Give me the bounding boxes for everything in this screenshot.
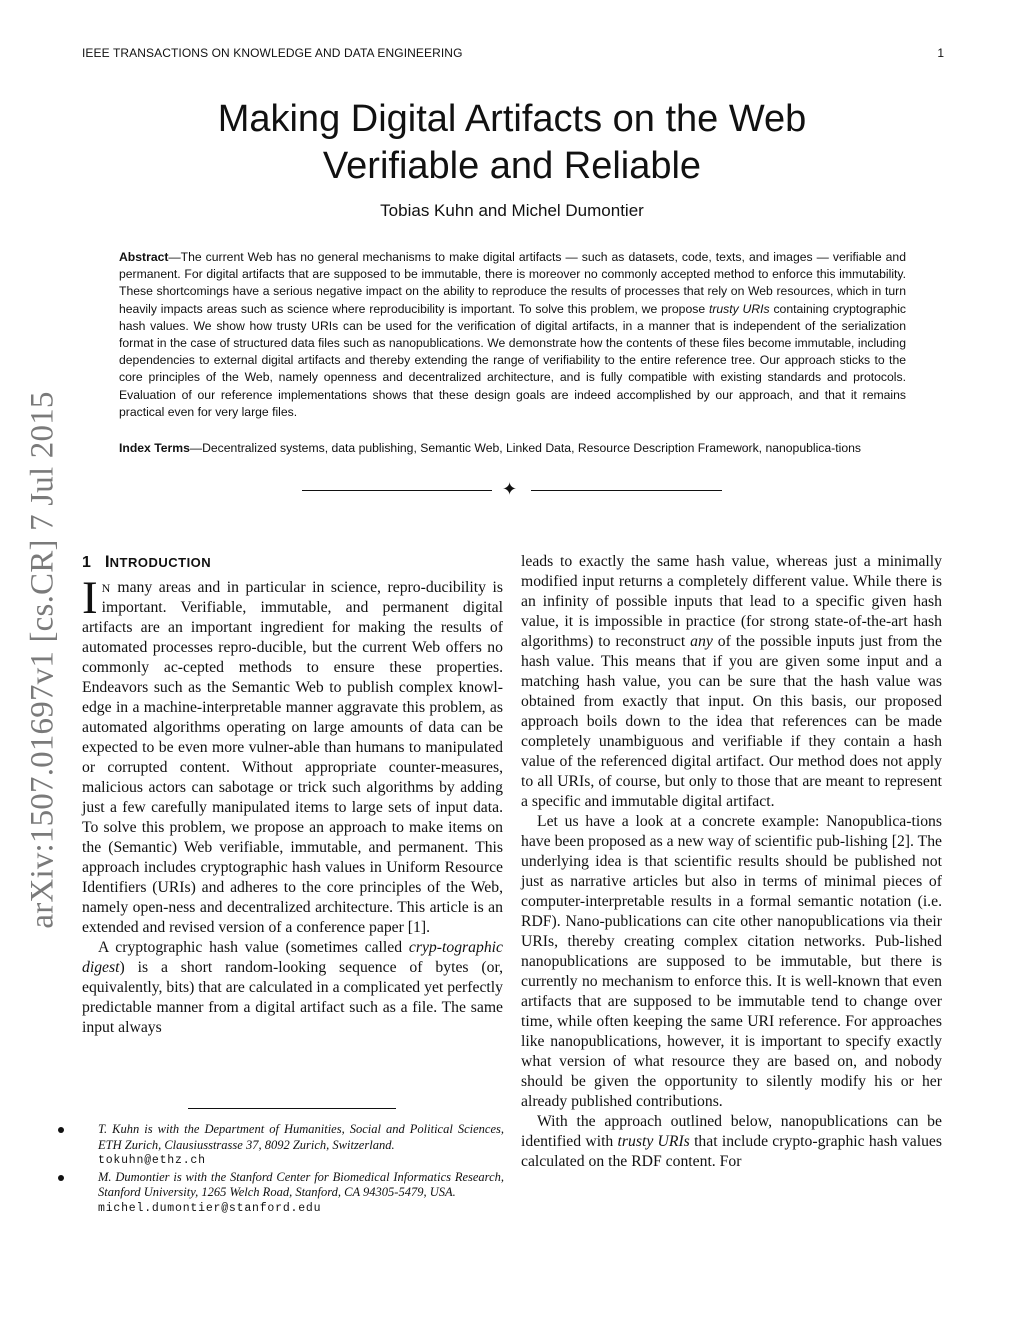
footnote-text: T. Kuhn is with the Department of Humanities, Social and Political Sciences, ETH Zurich, Clausiusstrasse 37, 8092 Zurich, Switzerland. [98, 1122, 504, 1152]
footnote-rule [188, 1108, 396, 1109]
journal-name: IEEE TRANSACTIONS ON KNOWLEDGE AND DATA ENGINEERING [82, 46, 463, 60]
separator-line-left [302, 490, 492, 491]
arxiv-stamp [18, 380, 68, 940]
footnotes [58, 1122, 504, 1217]
intro-paragraph-3 [521, 552, 942, 812]
paragraph-text: leads to exactly the same hash value, whereas just a minimally modified input returns a completely different value. While there is an infinity of possible inputs that lead to a specific given hash value, it is impossible in practice (for strong state-of-the-art hash algorithms) to reconstruct [521, 553, 942, 650]
abstract-text-continued: containing cryptographic hash values. We show how trusty URIs can be used for the verification of digital artifacts, in a manner that is independent of the serialization format in the case of structured data files such as nanopublications. We demonstrate how the contents of these files become immutable, including dependencies to external digital artifacts and thereby extending the range of verifiability to the entire reference tree. Our approach sticks to the core principles of the Web, namely openness and decentralized architecture, and is fully compatible with existing standards and protocols. Evaluation of our reference implementations shows that these design goals are indeed accomplished by our approach, and that it remains practical even for very large files. [119, 301, 907, 419]
footnote-text: M. Dumontier is with the Stanford Center for Biomedical Informatics Research, Stanford University, 1265 Welch Road, Stanford, CA 94305-5479, USA. [98, 1169, 504, 1199]
paragraph-emphasis: trusty URIs [617, 1133, 690, 1150]
title-line-1: Making Digital Artifacts on the Web [217, 98, 807, 140]
section-title-initial: I [104, 552, 110, 571]
running-header [82, 46, 944, 64]
drop-cap: I [82, 572, 98, 624]
abstract-label: Abstract [119, 250, 169, 264]
footnote-item [58, 1170, 504, 1217]
first-word-rest: N [101, 581, 111, 595]
abstract-text: —The current Web has no general mechanisms to make digital artifacts — such as datasets, code, texts, and images — verifiable and permanent. For digital artifacts that are supposed to be immutable, there is moreover no commonly accepted method to enforce this immutability. These shortcomings have a serious negative impact on the ability to reproduce the results of processes that rely on Web resources, which in turn heavily impacts areas such as science where reproducibility is important. To solve this problem, we propose [119, 250, 906, 316]
section-heading [82, 552, 211, 572]
bullet-icon [58, 1127, 64, 1133]
right-column [521, 552, 942, 1172]
title-line-2: Verifiable and Reliable [322, 145, 702, 187]
paragraph-text-continued: that include crypto-graphic hash values calculated on the RDF content. For [521, 1133, 942, 1170]
paragraph-text: many areas and in particular in science, repro-ducibility is important. Verifiable, immutable, and permanent digital artifacts are an important ingredient for making the results of automated processes repro-ducible, but the current Web offers no commonly ac-cepted methods to ensure these properties. Endeavors such as the Semantic Web to publish complex knowl-edge in a machine-interpretable manner aggravate this problem, as automated algorithms operating on large amounts of data can be expected to be even more vulner-able than humans to manipulated or corrupted content. Without appropriate counter-measures, malicious actors can sabotage or trick such algorithms by adding just a few carefully manipulated items to large sets of input data. To solve this problem, we propose an approach to make items on the (Semantic) Web verifiable, immutable, and permanent. This approach includes cryptographic hash values in Uniform Resource Identifiers (URIs) and adheres to the core principles of the Web, namely open-ness and decentralized architecture. This article is an extended and revised version of a conference paper [1]. [82, 579, 503, 936]
paragraph-text: A cryptographic hash value (sometimes called [98, 939, 409, 956]
index-terms-text: —Decentralized systems, data publishing, Semantic Web, Linked Data, Resource Description Framework, nanopublica-tions [189, 441, 861, 455]
section-title-rest: NTRODUCTION [109, 555, 212, 570]
arxiv-identifier: arXiv:1507.01697v1 [cs.CR] 7 Jul 2015 [24, 391, 61, 929]
intro-paragraph-1 [82, 572, 503, 938]
separator-line-right [531, 490, 722, 491]
separator-ornament-icon: ✦ [502, 479, 518, 500]
paragraph-emphasis: cryp-tographic digest [82, 939, 503, 976]
abstract-emphasis: trusty URIs [708, 301, 770, 316]
section-separator [302, 479, 722, 500]
paragraph-emphasis: any [690, 633, 713, 650]
left-column [82, 572, 503, 1038]
authors: Tobias Kuhn and Michel Dumontier [380, 201, 644, 220]
paragraph-text: With the approach outlined below, nanopublications can be identified with [521, 1113, 942, 1150]
section-number: 1 [82, 554, 91, 571]
intro-paragraph-5 [521, 1112, 942, 1172]
paragraph-text-continued: ) is a short random-looking sequence of bytes (or, equivalently, bits) that are calculated in a complicated yet perfectly predictable manner from a digital artifact such as a file. The same input always [82, 959, 503, 1036]
paper-title [100, 96, 924, 190]
index-terms-label: Index Terms [119, 441, 190, 455]
page-number: 1 [937, 46, 944, 60]
intro-paragraph-4: Let us have a look at a concrete example: Nanopublica-tions have been proposed as a new way of scientific pub-lishing [2]. The underlying idea is that scientific results should be published not just as narrative articles but also in terms of minimal pieces of computer-interpretable results in a formal semantic notation (i.e. RDF). Nano-publications can cite other nanopublications via their URIs, thereby creating complex citation networks. Pub-lished nanopublications are supposed to be immutable, but there is currently no mechanism to enforce this. It is well-known that even artifacts that are supposed to be immutable tend to change over time, while often keeping the same URI reference. For approaches like nanopublications, however, it is important to specify exactly what version of what resource they are based on, and nobody should be given the opportunity to silently modify his or her already published contributions. [521, 813, 942, 1110]
paragraph-text-continued: of the possible inputs just from the hash value. This means that if you are given some input and a matching hash value, you can be sure that the hash value was obtained from exactly that input. On this basis, our proposed approach boils down to the idea that references can be made completely unambiguous and verifiable if they contain a hash value of the referenced digital artifact. Our method does not apply to all URIs, of course, but only to those that are meant to represent a specific and immutable digital artifact. [521, 633, 942, 810]
author-email: michel.dumontier@stanford.edu [98, 1201, 322, 1215]
abstract [119, 249, 906, 421]
bullet-icon [58, 1175, 64, 1181]
author-email: tokuhn@ethz.ch [98, 1154, 206, 1167]
index-terms [119, 440, 906, 457]
footnote-item [58, 1122, 504, 1169]
intro-paragraph-2 [82, 938, 503, 1038]
